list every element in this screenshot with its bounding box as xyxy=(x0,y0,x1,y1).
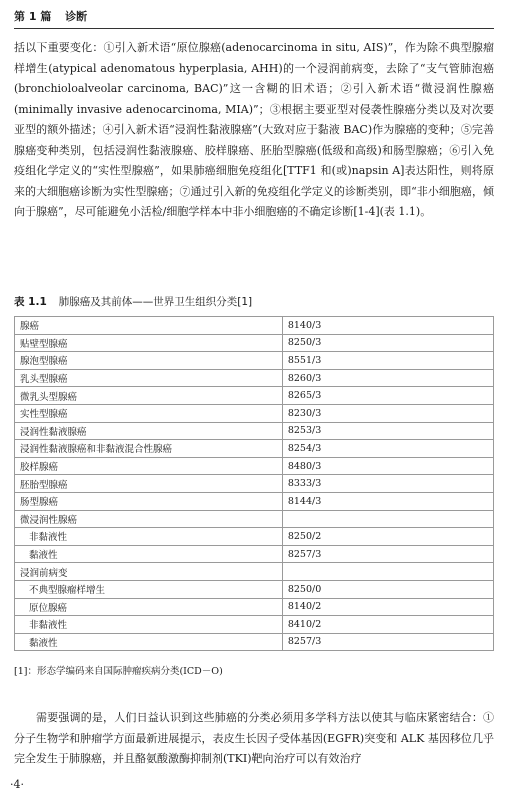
table-cell-name: 贴壁型腺癌 xyxy=(15,334,283,352)
table-row xyxy=(15,422,494,440)
table-cell-name: 腺泡型腺癌 xyxy=(15,352,283,370)
table-row xyxy=(15,580,494,598)
table-row xyxy=(15,510,494,528)
table-cell-code: 8333/3 xyxy=(282,475,493,493)
table-cell-code: 8250/2 xyxy=(282,528,493,546)
table-cell-code: 8140/2 xyxy=(282,598,493,616)
table-row xyxy=(15,528,494,546)
table-cell-name: 黏液性 xyxy=(15,633,283,651)
table-cell-name: 原位腺癌 xyxy=(15,598,283,616)
table-cell-code xyxy=(282,563,493,581)
table-cell-code: 8551/3 xyxy=(282,352,493,370)
table-row xyxy=(15,334,494,352)
table-caption-label: 表 1.1 xyxy=(14,296,47,308)
table-row xyxy=(15,317,494,335)
table-cell-name: 不典型腺瘤样增生 xyxy=(15,580,283,598)
table-cell-code: 8250/3 xyxy=(282,334,493,352)
table-row xyxy=(15,440,494,458)
table-row xyxy=(15,545,494,563)
second-paragraph: 需要强调的是，人们日益认识到这些肺癌的分类必须用多学科方法以使其与临床紧密结合：①分子生物学和肿瘤学方面最新进展提示，表皮生长因子受体基因(EGFR)突变和 ALK 基因移位几乎完全发生于肺腺癌，并且酪氨酸激酶抑制剂(TKI)靶向治疗可以有效治疗 xyxy=(14,711,494,765)
table-cell-name: 浸润性黏液腺癌 xyxy=(15,422,283,440)
table-cell-code xyxy=(282,510,493,528)
table-cell-name: 非黏液性 xyxy=(15,616,283,634)
table-cell-code: 8260/3 xyxy=(282,369,493,387)
table-row xyxy=(15,633,494,651)
table-cell-code: 8140/3 xyxy=(282,317,493,335)
table-cell-name: 浸润性黏液腺癌和非黏液混合性腺癌 xyxy=(15,440,283,458)
table-cell-code: 8480/3 xyxy=(282,457,493,475)
table-cell-code: 8144/3 xyxy=(282,492,493,510)
table-cell-code: 8410/2 xyxy=(282,616,493,634)
table-cell-name: 浸润前病变 xyxy=(15,563,283,581)
table-caption xyxy=(14,294,252,309)
table-cell-name: 黏液性 xyxy=(15,545,283,563)
table-row xyxy=(15,616,494,634)
table-caption-text: 肺腺癌及其前体——世界卫生组织分类[1] xyxy=(58,296,253,308)
table-cell-name: 胚胎型腺癌 xyxy=(15,475,283,493)
table-cell-code: 8265/3 xyxy=(282,387,493,405)
header-part: 第 1 篇 xyxy=(14,10,52,23)
table-cell-name: 非黏液性 xyxy=(15,528,283,546)
table-row xyxy=(15,492,494,510)
table-row xyxy=(15,404,494,422)
table-cell-code: 8253/3 xyxy=(282,422,493,440)
page-number: ·4· xyxy=(10,778,24,791)
table-cell-name: 腺癌 xyxy=(15,317,283,335)
table-footnote: [1]：形态学编码来自国际肿瘤疾病分类(ICD－O) xyxy=(14,666,223,677)
table-cell-name: 胶样腺癌 xyxy=(15,457,283,475)
table-cell-code: 8230/3 xyxy=(282,404,493,422)
table-row xyxy=(15,387,494,405)
table-row xyxy=(15,352,494,370)
header-chapter: 诊断 xyxy=(65,10,88,23)
table-cell-name: 肠型腺癌 xyxy=(15,492,283,510)
table-cell-code: 8254/3 xyxy=(282,440,493,458)
table-cell-code: 8257/3 xyxy=(282,633,493,651)
table-cell-code: 8250/0 xyxy=(282,580,493,598)
table-cell-name: 微乳头型腺癌 xyxy=(15,387,283,405)
table-row xyxy=(15,475,494,493)
table-cell-name: 实性型腺癌 xyxy=(15,404,283,422)
classification-table xyxy=(14,316,494,651)
table-row xyxy=(15,369,494,387)
intro-paragraph: 括以下重要变化：①引入新术语“原位腺癌(adenocarcinoma in situ, AIS)”，作为除不典型腺瘤样增生(atypical adenomatous hyperplasia, AHH)的一个浸润前病变，去除了“支气管肺泡癌(bronchioloalveolar carcinoma, BAC)”这一含糊的旧术语；②引入新术语“微浸润性腺癌(minimally invasive adenocarcinoma, MIA)”；③根据主要亚型对侵袭性腺癌分类以及对次要亚型的额外描述；④引入新术语“浸润性黏液腺癌”(大致对应于黏液 BAC)作为腺癌的变种；⑤完善腺癌变种类别，包括浸润性黏液腺癌、胶样腺癌、胚胎型腺癌(低级和高级)和肠型腺癌；⑥引入免疫组化学定义的“实性型腺癌”，如果肺癌细胞免疫组化[TTF1 和(或)napsin A]表达阳性，则将原来的大细胞癌诊断为实性型腺癌；⑦通过引入新的免疫组化学定义的诊断类别，即“非小细胞癌，倾向于腺癌”，尽可能避免小活检/细胞学样本中非小细胞癌的不确定诊断[1-4](表 1.1)。 xyxy=(14,41,494,218)
table-cell-name: 乳头型腺癌 xyxy=(15,369,283,387)
running-header xyxy=(14,8,494,29)
table-cell-name: 微浸润性腺癌 xyxy=(15,510,283,528)
table-row xyxy=(15,598,494,616)
table-row xyxy=(15,563,494,581)
table-cell-code: 8257/3 xyxy=(282,545,493,563)
table-row xyxy=(15,457,494,475)
